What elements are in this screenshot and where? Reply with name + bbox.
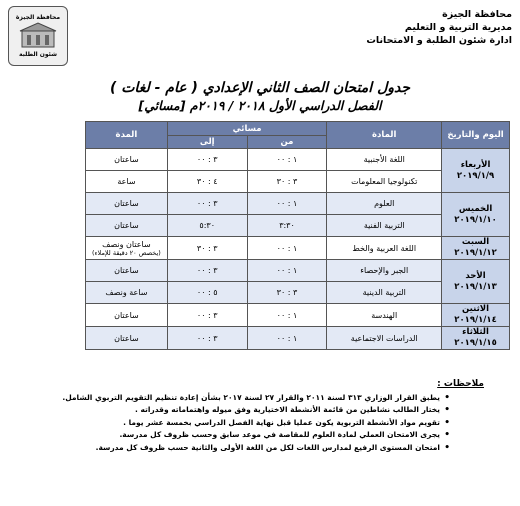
to-time-cell: [167, 260, 247, 282]
to-time-cell-text: ٥ : ٠٠: [196, 288, 218, 297]
from-time-cell-text: ٣ : ٣٠: [276, 177, 298, 186]
to-time-cell-text: ٣ : ٠٠: [196, 199, 218, 208]
day-name: الثلاثاء: [462, 327, 489, 337]
day-cell: [442, 260, 510, 304]
from-time-cell: [247, 304, 327, 327]
from-time-cell-text: ١ : ٠٠: [276, 266, 298, 275]
day-date: ٢٠١٩/١/١٤: [454, 315, 497, 325]
day-name: السبت: [461, 237, 490, 247]
to-time-cell-text: ٣ : ٠٠: [196, 266, 218, 275]
building-icon: [18, 21, 58, 49]
subject-cell-text: اللغة العربية والخط: [352, 243, 417, 253]
duration-cell: [86, 237, 168, 260]
header-duration: المدة: [86, 122, 168, 149]
from-time-cell: [247, 327, 327, 350]
subject-cell-text: الجبر والإحصاء: [360, 266, 409, 275]
from-time-cell: [247, 282, 327, 304]
to-time-cell-text: ٣ : ٠٠: [196, 333, 218, 343]
from-time-cell-text: ١ : ٠٠: [276, 243, 298, 253]
from-time-cell-text: ٣:٣٠: [279, 221, 295, 230]
duration-cell-text: ساعتان: [114, 221, 139, 230]
logo-bottom-text: شئون الطلبة: [18, 51, 57, 58]
to-time-cell-text: ٣ : ٣٠: [196, 243, 218, 253]
duration-cell: [86, 282, 168, 304]
duration-cell: [86, 171, 168, 193]
to-time-cell: [167, 171, 247, 193]
schedule-body: [86, 149, 510, 350]
page-subtitle: الفصل الدراسي الأول ٢٠١٨ / ٢٠١٩م [مسائي]: [138, 98, 382, 113]
subject-cell: [327, 171, 442, 193]
subject-cell: [327, 304, 442, 327]
to-time-cell: [167, 237, 247, 260]
header-to: إلى: [167, 136, 247, 149]
day-name: الأربعاء: [460, 159, 491, 170]
directorate-name: مديرية التربية و التعليم: [404, 22, 512, 33]
to-time-cell-text: ٥:٣٠: [199, 221, 216, 230]
subject-cell: [327, 215, 442, 237]
subject-cell: [327, 149, 442, 171]
from-time-cell-text: ١ : ٠٠: [276, 199, 298, 208]
duration-cell-text: ساعتان: [114, 310, 139, 320]
day-date: ٢٠١٩/١/١٣: [454, 281, 497, 292]
duration-cell-text: ساعتان ونصف: [102, 239, 151, 249]
subject-cell: [327, 260, 442, 282]
to-time-cell: [167, 215, 247, 237]
from-time-cell: [247, 260, 327, 282]
header-from: من: [247, 136, 327, 149]
from-time-cell: [247, 193, 327, 215]
duration-cell: [86, 327, 168, 350]
day-date: ٢٠١٩/١/١٥: [454, 338, 497, 348]
governorate-name: محافظة الجيزة: [442, 9, 512, 20]
note-item: • يجرى الامتحان العملي لمادة العلوم للمقاصة في موعد سابق وحسب ظروف كل مدرسة.: [30, 429, 450, 441]
to-time-cell-text: ٤ : ٣٠: [196, 177, 218, 186]
to-time-cell-text: ٣ : ٠٠: [196, 310, 218, 320]
day-cell: [442, 149, 510, 193]
day-cell: [442, 237, 510, 260]
subject-cell: [327, 193, 442, 215]
subject-cell-text: العلوم: [374, 199, 395, 208]
department-name: ادارة شئون الطلبة و الامتحانات: [366, 35, 512, 46]
logo-top-text: محافظة الجيزة: [15, 14, 61, 21]
header-block: [366, 8, 512, 47]
table-row: [86, 193, 510, 215]
to-time-cell: [167, 327, 247, 350]
from-time-cell: [247, 171, 327, 193]
note-item: • يختار الطالب نشاطين من قائمة الأنشطة الاختيارية وفق ميوله واهتماماته وقدراته .: [30, 404, 450, 416]
day-cell: [442, 193, 510, 237]
page-title: جدول امتحان الصف الثاني الإعدادي ( عام - لغات ): [109, 80, 410, 96]
subject-cell-text: الدراسات الاجتماعية: [350, 333, 418, 343]
from-time-cell: [247, 215, 327, 237]
exam-schedule-table: [85, 121, 510, 350]
day-name: الأحد: [465, 270, 486, 281]
table-row: [86, 327, 510, 350]
day-name: الخميس: [458, 203, 493, 214]
from-time-cell-text: ١ : ٠٠: [276, 333, 298, 343]
from-time-cell-text: ١ : ٠٠: [276, 310, 298, 320]
duration-cell: [86, 215, 168, 237]
note-item: • يطبق القرار الوزاري ٣١٣ لسنة ٢٠١١ والقرار ٢٧ لسنة ٢٠١٧ بشأن إعادة تنظيم التقويم التربوي الشامل.: [30, 392, 450, 404]
notes-title: ملاحظات :: [437, 379, 484, 389]
subject-cell-text: اللغة الأجنبية: [363, 155, 405, 164]
duration-cell-text: ساعتان: [114, 199, 139, 208]
note-item: • تقويم مواد الأنشطة التربوية يكون عمليا قبل نهاية الفصل الدراسي بخمسة عشر يوما .: [30, 417, 450, 429]
duration-cell-text: ساعتان: [114, 333, 139, 343]
duration-cell: [86, 193, 168, 215]
to-time-cell: [167, 149, 247, 171]
day-cell: [442, 304, 510, 327]
subject-cell-text: التربية الدينية: [362, 288, 406, 297]
subject-cell-text: تكنولوجيا المعلومات: [351, 177, 418, 186]
subject-cell-text: الهندسة: [371, 310, 398, 320]
from-time-cell-text: ٣ : ٣٠: [276, 288, 298, 297]
from-time-cell-text: ١ : ٠٠: [276, 155, 298, 164]
header-evening: مسائي: [167, 122, 327, 136]
duration-note: (يخصص ٢٠ دقيقة للإملاء): [91, 248, 161, 257]
duration-cell: [86, 304, 168, 327]
day-cell: [442, 327, 510, 350]
table-row: [86, 260, 510, 282]
subject-cell: [327, 237, 442, 260]
duration-cell: [86, 260, 168, 282]
subject-cell: [327, 282, 442, 304]
header-subject: المادة: [327, 122, 442, 149]
to-time-cell-text: ٣ : ٠٠: [196, 155, 218, 164]
duration-cell: [86, 149, 168, 171]
table-row: [86, 149, 510, 171]
day-name: الاثنين: [462, 304, 490, 314]
from-time-cell: [247, 237, 327, 260]
table-row: [86, 237, 510, 260]
table-row: [86, 304, 510, 327]
to-time-cell: [167, 304, 247, 327]
to-time-cell: [167, 282, 247, 304]
duration-cell-text: ساعتان: [114, 155, 139, 164]
notes-list: [30, 392, 450, 454]
note-item: • امتحان المستوى الرفيع لمدارس اللغات لكل من اللغة الأولى والثانية حسب ظروف كل مدرسة.: [30, 442, 450, 454]
day-date: ٢٠١٩/١/٩: [456, 170, 495, 181]
duration-cell-text: ساعتان: [114, 266, 139, 275]
subject-cell-text: التربية الفنية: [363, 221, 405, 230]
to-time-cell: [167, 193, 247, 215]
day-date: ٢٠١٩/١/١٠: [454, 214, 497, 225]
subject-cell: [327, 327, 442, 350]
duration-cell-text: ساعة: [117, 177, 136, 186]
duration-cell-text: ساعة ونصف: [105, 288, 148, 297]
directorate-logo: [8, 6, 68, 66]
header-day-date: اليوم والتاريخ: [442, 122, 510, 149]
from-time-cell: [247, 149, 327, 171]
day-date: ٢٠١٩/١/١٢: [454, 248, 497, 258]
